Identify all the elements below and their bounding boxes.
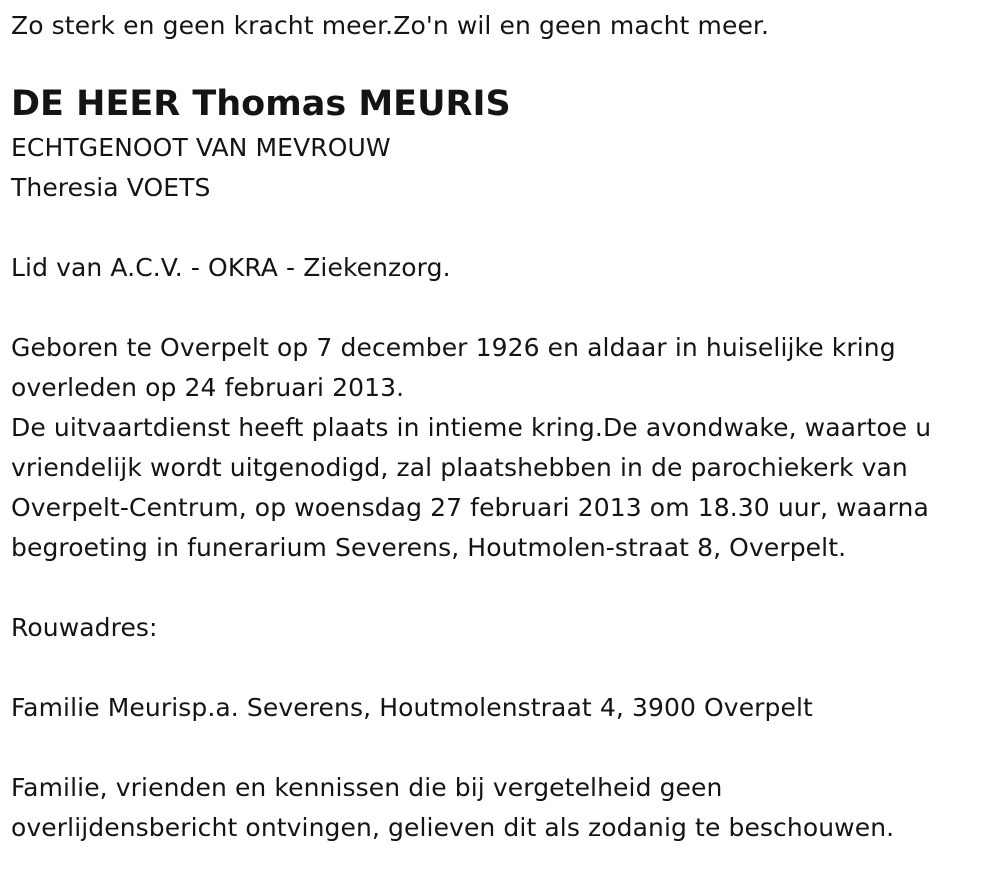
details-line: Geboren te Overpelt op 7 december 1926 en aldaar in huiselijke kring	[11, 333, 896, 362]
closing-line: Familie, vrienden en kennissen die bij vergetelheid geen	[11, 773, 723, 802]
spacer	[11, 288, 996, 328]
deceased-name-title: DE HEER Thomas MEURIS	[11, 84, 511, 124]
address-label: Rouwadres:	[11, 613, 158, 642]
spacer	[11, 208, 996, 248]
details-line: De uitvaartdienst heeft plaats in intieme kring.De avondwake, waartoe u	[11, 413, 932, 442]
spouse-name: Theresia VOETS	[11, 173, 211, 202]
details-line: overleden op 24 februari 2013.	[11, 373, 405, 402]
spacer	[11, 568, 996, 608]
details-line: vriendelijk wordt uitgenodigd, zal plaatshebben in de parochiekerk van	[11, 453, 908, 482]
address-text: Familie Meurisp.a. Severens, Houtmolenstraat 4, 3900 Overpelt	[11, 693, 813, 722]
spacer	[11, 648, 996, 688]
details-line: begroeting in funerarium Severens, Houtmolen-straat 8, Overpelt.	[11, 533, 847, 562]
spouse-label: ECHTGENOOT VAN MEVROUW	[11, 133, 391, 162]
intro-quote: Zo sterk en geen kracht meer.Zo'n wil en geen macht meer.	[11, 11, 770, 40]
details-line: Overpelt-Centrum, op woensdag 27 februari 2013 om 18.30 uur, waarna	[11, 493, 929, 522]
spacer	[11, 728, 996, 768]
closing-line: overlijdensbericht ontvingen, gelieven dit als zodanig te beschouwen.	[11, 813, 895, 842]
obituary-document	[11, 6, 996, 848]
membership-text: Lid van A.C.V. - OKRA - Ziekenzorg.	[11, 253, 451, 282]
